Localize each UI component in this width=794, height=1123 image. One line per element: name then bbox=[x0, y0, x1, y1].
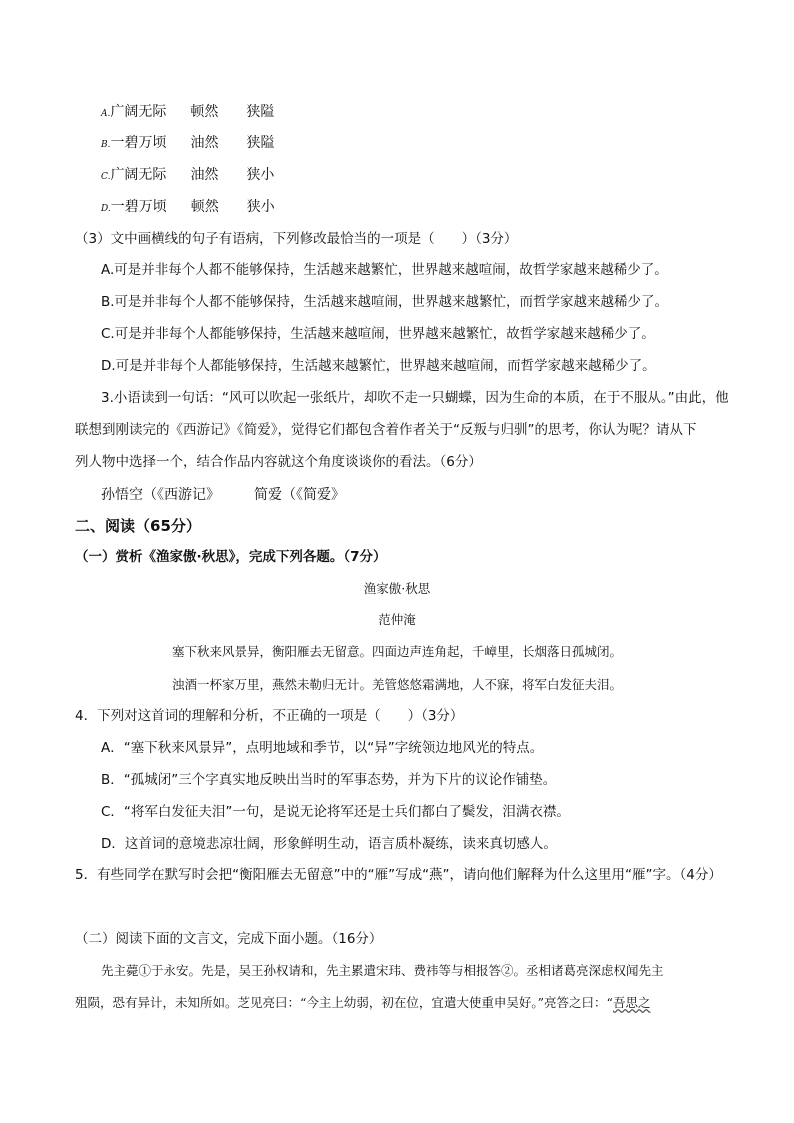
q2-3-option-a: A.可是并非每个人都不能够保持，生活越来越繁忙，世界越来越喧闹，故哲学家越来越稀少了。 bbox=[101, 262, 668, 278]
q2-3-option-c: C.可是并非每个人都能够保持，生活越来越喧闹，世界越来越繁忙，故哲学家越来越稀少了。 bbox=[101, 326, 655, 342]
q4-option-a: A．“塞下秋来风景异”，点明地域和季节，以“异”字统领边地风光的特点。 bbox=[101, 740, 544, 756]
section-2-title: 二、阅读（65分） bbox=[75, 517, 201, 535]
q2-option-d: D.一碧万顷 顿然 狭小 bbox=[101, 199, 275, 215]
q2-3-option-b: B.可是并非每个人都不能够保持，生活越来越喧闹，世界越来越繁忙，而哲学家越来越稀少了。 bbox=[101, 294, 669, 310]
q2-3-stem: （3）文中画横线的句子有语病，下列修改最恰当的一项是（ ）（3分） bbox=[75, 231, 518, 247]
poem-line-1: 塞下秋来风景异，衡阳雁去无留意。四面边声连角起，千嶂里，长烟落日孤城闭。 bbox=[171, 644, 622, 659]
q3-choice-jane-eyre: 简爱（《简爱》 bbox=[254, 487, 345, 503]
q2-option-b: B.一碧万顷 油然 狭隘 bbox=[101, 135, 275, 151]
q3-line-3: 列人物中选择一个，结合作品内容就这个角度谈谈你的看法。（6分） bbox=[75, 454, 482, 470]
q4-option-b: B．“孤城闭”三个字真实地反映出当时的军事态势，并为下片的议论作铺垫。 bbox=[101, 772, 557, 788]
poem-line-2: 浊酒一杯家万里，燕然未勒归无计。羌管悠悠霜满地，人不寐，将军白发征夫泪。 bbox=[171, 677, 622, 692]
part-1-title: （一）赏析《渔家傲·秋思》，完成下列各题。（7分） bbox=[75, 549, 387, 565]
q4-stem: 4．下列对这首词的理解和分析，不正确的一项是（ ）（3分） bbox=[75, 708, 464, 724]
q4-option-d: D．这首词的意境悲凉壮阔，形象鲜明生动，语言质朴凝练，读来真切感人。 bbox=[101, 836, 557, 852]
q3-choices bbox=[101, 485, 345, 505]
q5-stem: 5．有些同学在默写时会把“衡阳雁去无留意”中的“雁”写成“燕”，请向他们解释为什么这里用“雁”字。（4分） bbox=[75, 867, 722, 883]
q3-choice-wukong: 孙悟空（《西游记》 bbox=[101, 487, 220, 503]
classical-text-line-1: 先主薨①于永安。先是，吴王孙权请和，先主累遣宋玮、费祎等与相报答②。丞相诸葛亮深虑权闻先主 bbox=[101, 963, 664, 978]
q3-line-2: 联想到刚读完的《西游记》《简爱》，觉得它们都包含着作者关于“反叛与归驯”的思考，你认为呢？请从下 bbox=[75, 422, 697, 438]
part-2-title: （二）阅读下面的文言文，完成下面小题。（16分） bbox=[75, 931, 383, 947]
classical-text-line-2: 殂陨，恐有异计，未知所如。芝见亮曰：“今主上幼弱，初在位，宜遣大使重申吴好。”亮答之曰：“吾思之 bbox=[75, 995, 651, 1010]
q3-line-1: 3.小语读到一句话：“风可以吹起一张纸片，却吹不走一只蝴蝶，因为生命的本质，在于不服从。”由此，他 bbox=[101, 390, 729, 406]
q2-option-a: A.广阔无际 顿然 狭隘 bbox=[101, 104, 275, 120]
q2-3-option-d: D.可是并非每个人都能够保持，生活越来越繁忙，世界越来越喧闹，而哲学家越来越稀少了。 bbox=[101, 358, 656, 374]
wavy-underlined-phrase: 吾思之 bbox=[612, 995, 651, 1010]
poem-title: 渔家傲·秋思 bbox=[363, 581, 431, 596]
q2-option-c: C.广阔无际 油然 狭小 bbox=[101, 167, 275, 183]
poem-author: 范仲淹 bbox=[378, 612, 416, 627]
q4-option-c: C．“将军白发征夫泪”一句，是说无论将军还是士兵们都白了鬓发，泪满衣襟。 bbox=[101, 804, 570, 820]
